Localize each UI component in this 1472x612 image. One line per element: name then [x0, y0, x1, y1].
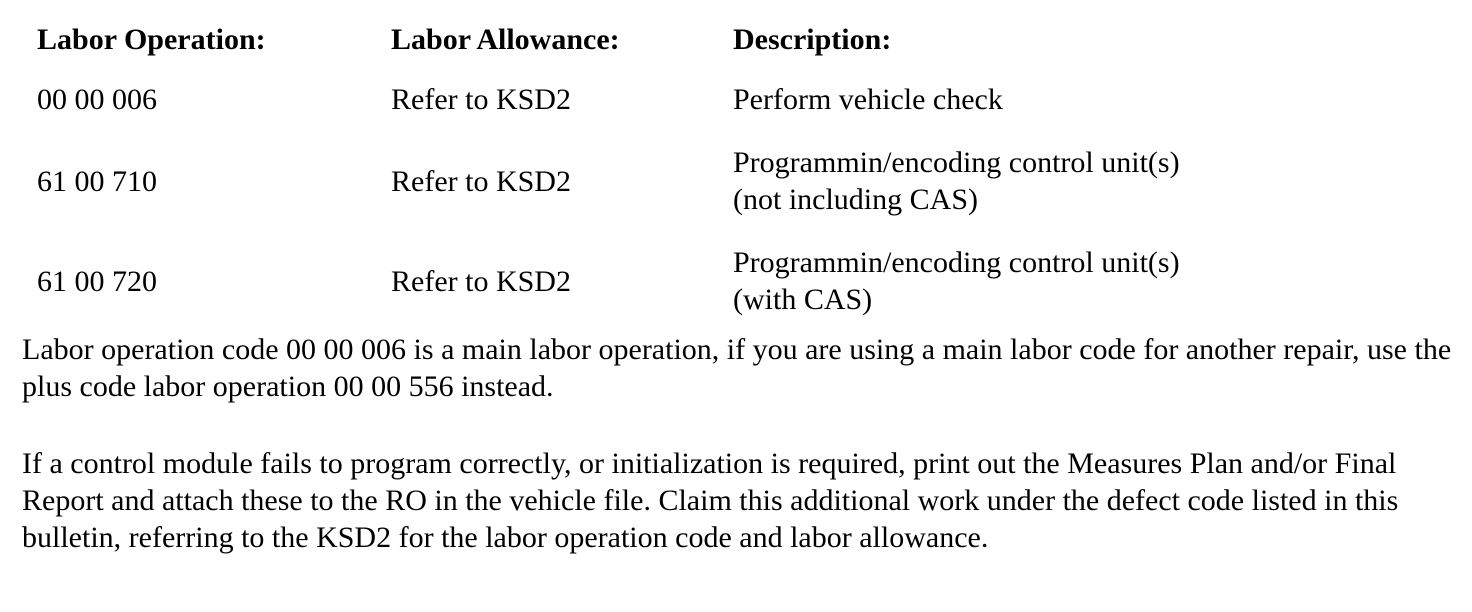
labor-operations-table [37, 14, 1437, 334]
table-row [37, 64, 1437, 134]
labor-operation-code: 00 00 006 [37, 82, 157, 116]
table-header-row [37, 14, 1437, 64]
header-labor-allowance: Labor Allowance: [391, 22, 620, 56]
header-labor-operation: Labor Operation: [37, 22, 266, 56]
description-line: Perform vehicle check [733, 82, 1003, 116]
labor-allowance: Refer to KSD2 [391, 82, 571, 116]
description-line: (with CAS) [733, 283, 873, 316]
labor-allowance: Refer to KSD2 [391, 264, 571, 298]
labor-operation-code: 61 00 710 [37, 164, 157, 198]
labor-description [733, 144, 1433, 218]
programming-failure-note: If a control module fails to program correctly, or initialization is required, print out the Measures Plan and/or Final Report and attach these to the RO in the vehicle file. Claim this additional work under the defect code listed in this bulletin, referring to the KSD2 for the labor operation code and labor allowance. [22, 447, 1399, 554]
description-line: Programmin/encoding control unit(s) [733, 146, 1180, 179]
description-line: (not including CAS) [733, 183, 978, 216]
labor-description [733, 81, 1433, 118]
description-line: Programmin/encoding control unit(s) [733, 246, 1180, 279]
labor-operation-code: 61 00 720 [37, 264, 157, 298]
header-description: Description: [733, 22, 892, 56]
table-row [37, 134, 1437, 228]
labor-allowance: Refer to KSD2 [391, 164, 571, 198]
main-labor-code-note: Labor operation code 00 00 006 is a main labor operation, if you are using a main labor code for another repair, use the plus code labor operation 00 00 556 instead. [22, 333, 1452, 403]
table-row [37, 228, 1437, 334]
labor-description [733, 244, 1433, 318]
